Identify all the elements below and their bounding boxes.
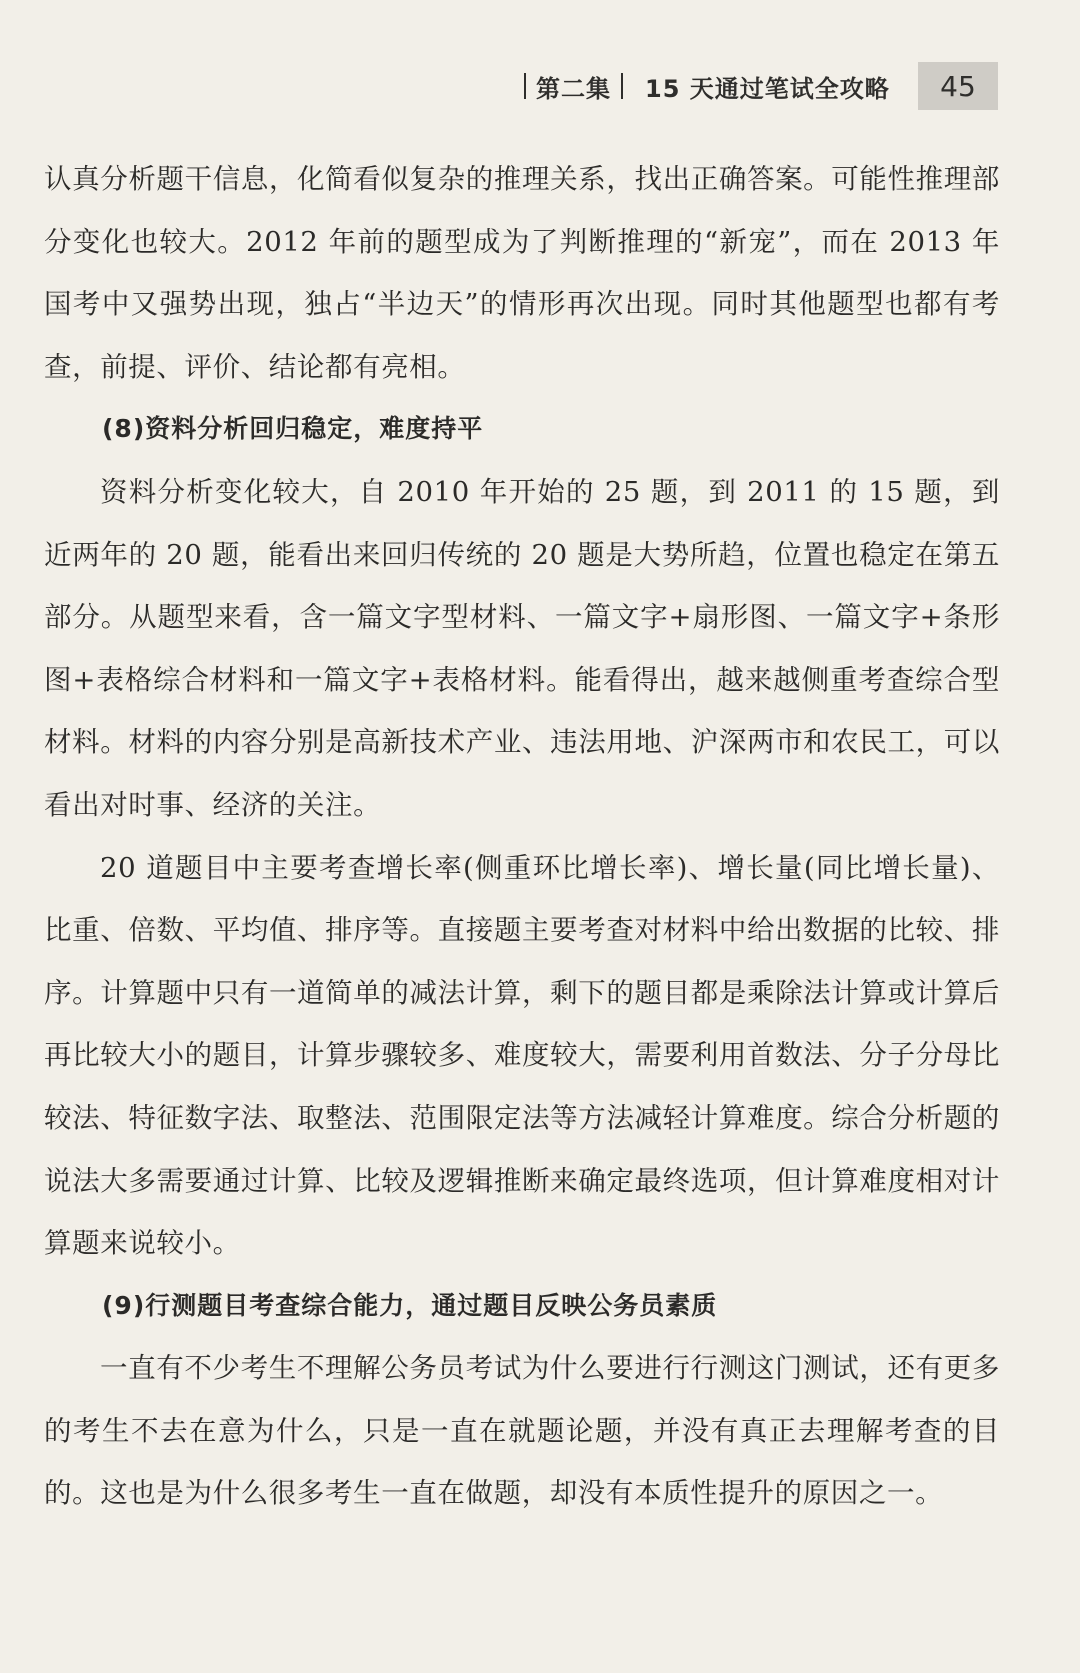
running-header <box>520 62 890 110</box>
body-text <box>44 148 1000 1525</box>
page-number: 45 <box>918 62 998 110</box>
header-divider <box>524 73 526 99</box>
paragraph-data-analysis-details: 20 道题目中主要考查增长率(侧重环比增长率)、增长量(同比增长量)、比重、倍数、平均值、排序等。直接题主要考查对材料中给出数据的比较、排序。计算题中只有一道简单的减法计算，剩下的题目都是乘除法计算或计算后再比较大小的题目，计算步骤较多、难度较大，需要利用首数法、分子分母比较法、特征数字法、取整法、范围限定法等方法减轻计算难度。综合分析题的说法大多需要通过计算、比较及逻辑推断来确定最终选项，但计算难度相对计算题来说较小。 <box>44 851 1000 1260</box>
paragraph-data-analysis: 资料分析变化较大，自 2010 年开始的 25 题，到 2011 的 15 题，到近两年的 20 题，能看出来回归传统的 20 题是大势所趋，位置也稳定在第五部分。从题型来看，含一篇文字型材料、一篇文字+扇形图、一篇文字+条形图+表格综合材料和一篇文字+表格材料。能看得出，越来越侧重考查综合型材料。材料的内容分别是高新技术产业、违法用地、沪深两市和农民工，可以看出对时事、经济的关注。 <box>44 475 1000 821</box>
header-series-label: 第二集 <box>536 74 611 103</box>
header-divider <box>621 73 623 99</box>
paragraph-continued: 认真分析题干信息，化简看似复杂的推理关系，找出正确答案。可能性推理部分变化也较大。2012 年前的题型成为了判断推理的“新宠”，而在 2013 年国考中又强势出现，独占“半边天”的情形再次出现。同时其他题型也都有考查，前提、评价、结论都有亮相。 <box>44 163 1000 383</box>
paragraph-comprehensive-ability: 一直有不少考生不理解公务员考试为什么要进行行测这门测试，还有更多的考生不去在意为什么，只是一直在就题论题，并没有真正去理解考查的目的。这也是为什么很多考生一直在做题，却没有本质性提升的原因之一。 <box>44 1352 1000 1510</box>
header-book-title: 15 天通过笔试全攻略 <box>645 74 890 103</box>
section-heading-9: (9)行测题目考查综合能力，通过题目反映公务员素质 <box>102 1290 718 1320</box>
section-heading-8: (8)资料分析回归稳定，难度持平 <box>102 414 484 444</box>
